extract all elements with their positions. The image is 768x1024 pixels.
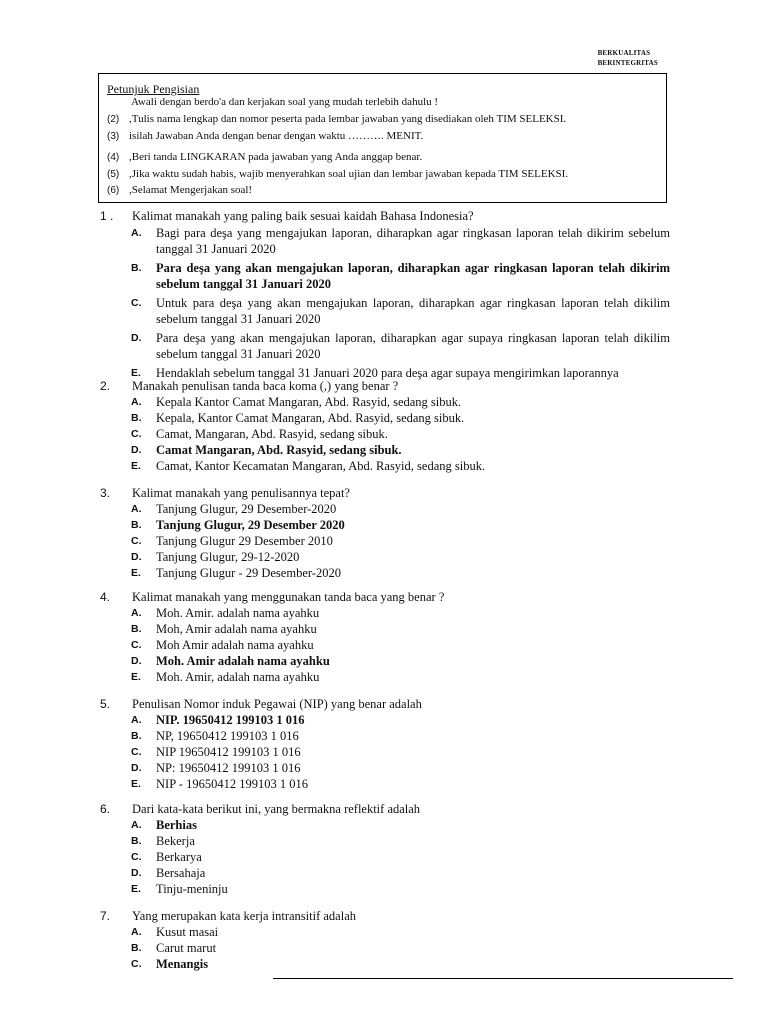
option-letter: B. (131, 519, 142, 531)
question-number: 5. (100, 697, 111, 711)
instruction-number: (3) (107, 131, 120, 142)
question-number: 1 . (100, 209, 114, 223)
option-d[interactable] (97, 549, 670, 565)
option-letter: E. (131, 460, 141, 472)
instruction-number: (4) (107, 152, 120, 163)
question-3 (97, 485, 670, 581)
option-letter: D. (131, 762, 142, 774)
option-text: Untuk para deşa yang akan mengajukan laporan, diharapkan agar ringkasan laporan telah dikilim sebelum tanggal 31 Januari 2020 (156, 296, 670, 326)
option-list (97, 605, 670, 685)
question-text: Dari kata-kata berikut ini, yang bermakna reflektif adalah (132, 802, 421, 816)
option-b[interactable] (97, 410, 670, 426)
option-text: Camat Mangaran, Abd. Rasyid, sedang sibuk. (156, 443, 402, 457)
option-text: Berhias (156, 818, 197, 832)
option-letter: C. (131, 535, 142, 547)
option-text: Kepala, Kantor Camat Mangaran, Abd. Rasyid, sedang sibuk. (156, 411, 465, 425)
option-c[interactable] (97, 637, 670, 653)
option-c[interactable] (97, 849, 670, 865)
option-text: Kusut masai (156, 925, 219, 939)
option-letter: B. (131, 835, 142, 847)
question-stem (97, 589, 670, 605)
option-letter: D. (131, 655, 142, 667)
option-text: Tinju-meninju (156, 882, 228, 896)
option-letter: E. (131, 567, 141, 579)
option-text: Para deşa yang akan mengajukan laporan, diharapkan agar supaya ringkasan laporan telah dikilim sebelum tanggal 31 Januari 2020 (156, 331, 670, 361)
option-letter: C. (131, 297, 142, 309)
option-letter: A. (131, 607, 142, 619)
question-5 (97, 696, 670, 792)
question-4 (97, 589, 670, 685)
option-letter: B. (131, 623, 142, 635)
option-e[interactable] (97, 881, 670, 897)
option-d[interactable] (97, 442, 670, 458)
option-c[interactable] (97, 295, 670, 327)
option-b[interactable] (97, 940, 670, 956)
question-2 (97, 378, 670, 474)
option-text: NIP - 19650412 199103 1 016 (156, 777, 308, 791)
option-text: NIP. 19650412 199103 1 016 (156, 713, 305, 727)
option-letter: A. (131, 819, 142, 831)
option-letter: C. (131, 428, 142, 440)
question-1 (97, 208, 670, 381)
option-c[interactable] (97, 426, 670, 442)
option-text: Moh. Amir adalah nama ayahku (156, 654, 330, 668)
instructions-intro: Awali dengan berdo'a dan kerjakan soal yang mudah terlebih dahulu ! (131, 96, 439, 108)
option-d[interactable] (97, 330, 670, 362)
option-letter: B. (131, 942, 142, 954)
footer-divider (273, 978, 733, 979)
option-a[interactable] (97, 225, 670, 257)
option-text: Moh. Amir, adalah nama ayahku (156, 670, 320, 684)
option-letter: B. (131, 412, 142, 424)
question-number: 6. (100, 802, 111, 816)
question-stem (97, 908, 670, 924)
option-c[interactable] (97, 533, 670, 549)
option-text: Tanjung Glugur, 29-12-2020 (156, 550, 300, 564)
option-b[interactable] (97, 517, 670, 533)
question-stem (97, 696, 670, 712)
instruction-item (107, 151, 422, 163)
instructions-box (98, 73, 667, 203)
option-text: Para deşa yang akan mengajukan laporan, diharapkan agar ringkasan laporan telah dikirim sebelum tanggal 31 Januari 2020 (156, 261, 670, 291)
option-text: Moh Amir adalah nama ayahku (156, 638, 314, 652)
instruction-number: (5) (107, 169, 120, 180)
option-d[interactable] (97, 760, 670, 776)
option-a[interactable] (97, 394, 670, 410)
option-text: Moh. Amir. adalah nama ayahku (156, 606, 320, 620)
option-letter: C. (131, 851, 142, 863)
option-letter: A. (131, 503, 142, 515)
option-letter: D. (131, 332, 142, 344)
option-a[interactable] (97, 817, 670, 833)
option-text: Tanjung Glugur, 29 Desember 2020 (156, 518, 345, 532)
option-list (97, 394, 670, 474)
question-number: 3. (100, 486, 111, 500)
option-text: Hendaklah sebelum tanggal 31 Januari 2020 para deşa agar supaya mengirimkan laporannya (156, 366, 619, 380)
option-text: Bagi para deşa yang mengajukan laporan, diharapkan agar ringkasan laporan telah dikirim sebelum tanggal 31 Januari 2020 (156, 226, 670, 256)
question-text: Kalimat manakah yang menggunakan tanda baca yang benar ? (132, 590, 445, 604)
option-list (97, 712, 670, 792)
option-letter: A. (131, 714, 142, 726)
option-text: Bersahaja (156, 866, 206, 880)
option-letter: A. (131, 396, 142, 408)
instruction-text: isilah Jawaban Anda dengan benar dengan waktu ………. MENIT. (129, 130, 424, 142)
question-text: Yang merupakan kata kerja intransitif adalah (132, 909, 356, 923)
question-stem (97, 208, 670, 224)
option-letter: C. (131, 639, 142, 651)
option-letter: D. (131, 444, 142, 456)
option-e[interactable] (97, 669, 670, 685)
header-tag-line-1: BERKUALITAS (597, 49, 651, 57)
question-number: 2. (100, 379, 111, 393)
option-a[interactable] (97, 501, 670, 517)
question-number: 7. (100, 909, 111, 923)
option-e[interactable] (97, 458, 670, 474)
option-text: Camat, Kantor Kecamatan Mangaran, Abd. Rasyid, sedang sibuk. (156, 459, 486, 473)
option-letter: E. (131, 367, 141, 379)
option-d[interactable] (97, 653, 670, 669)
option-a[interactable] (97, 924, 670, 940)
question-text: Manakah penulisan tanda baca koma (,) yang benar ? (132, 379, 399, 393)
option-text: Berkarya (156, 850, 202, 864)
question-stem (97, 801, 670, 817)
instruction-item (107, 113, 566, 125)
option-text: Moh, Amir adalah nama ayahku (156, 622, 317, 636)
instruction-text: ,Beri tanda LINGKARAN pada jawaban yang Anda anggap benar. (129, 151, 423, 163)
option-list (97, 817, 670, 897)
question-stem (97, 378, 670, 394)
option-letter: B. (131, 262, 142, 274)
option-b[interactable] (97, 728, 670, 744)
option-list (97, 225, 670, 381)
option-text: Tanjung Glugur - 29 Desember-2020 (156, 566, 341, 580)
option-letter: D. (131, 551, 142, 563)
option-d[interactable] (97, 865, 670, 881)
question-text: Kalimat manakah yang penulisannya tepat? (132, 486, 350, 500)
option-list (97, 924, 670, 972)
question-number: 4. (100, 590, 111, 604)
option-letter: A. (131, 926, 142, 938)
option-a[interactable] (97, 605, 670, 621)
option-c[interactable] (97, 744, 670, 760)
option-letter: E. (131, 671, 141, 683)
instruction-item (107, 184, 252, 196)
instruction-item (107, 168, 568, 180)
option-letter: A. (131, 227, 142, 239)
question-text: Penulisan Nomor induk Pegawai (NIP) yang benar adalah (132, 697, 422, 711)
option-b[interactable] (97, 833, 670, 849)
instructions-title: Petunjuk Pengisian (107, 82, 200, 96)
option-text: Menangis (156, 957, 209, 971)
instruction-text: ,Jika waktu sudah habis, wajib menyerahkan soal ujian dan lembar jawaban kepada TIM SELEKSI. (129, 168, 569, 180)
instruction-number: (6) (107, 185, 120, 196)
option-text: Carut marut (156, 941, 217, 955)
question-6 (97, 801, 670, 897)
option-list (97, 501, 670, 581)
option-text: Tanjung Glugur, 29 Desember-2020 (156, 502, 337, 516)
instruction-text: ,Selamat Mengerjakan soal! (129, 184, 253, 196)
header-tag (598, 48, 658, 68)
option-e[interactable] (97, 776, 670, 792)
option-text: NP: 19650412 199103 1 016 (156, 761, 301, 775)
option-b[interactable] (97, 260, 670, 292)
option-letter: C. (131, 958, 142, 970)
option-c[interactable] (97, 956, 670, 972)
option-a[interactable] (97, 712, 670, 728)
option-letter: B. (131, 730, 142, 742)
option-text: Kepala Kantor Camat Mangaran, Abd. Rasyid, sedang sibuk. (156, 395, 462, 409)
option-b[interactable] (97, 621, 670, 637)
option-text: NIP 19650412 199103 1 016 (156, 745, 301, 759)
option-text: Bekerja (156, 834, 195, 848)
instruction-item (107, 130, 423, 142)
option-text: NP, 19650412 199103 1 016 (156, 729, 299, 743)
header-tag-line-2: BERINTEGRITAS (597, 59, 658, 67)
option-letter: E. (131, 778, 141, 790)
option-letter: D. (131, 867, 142, 879)
question-stem (97, 485, 670, 501)
option-letter: C. (131, 746, 142, 758)
option-e[interactable] (97, 565, 670, 581)
instruction-text: ,Tulis nama lengkap dan nomor peserta pada lembar jawaban yang disediakan oleh TIM SELEKSI. (129, 113, 567, 125)
option-letter: E. (131, 883, 141, 895)
option-text: Tanjung Glugur 29 Desember 2010 (156, 534, 333, 548)
option-text: Camat, Mangaran, Abd. Rasyid, sedang sibuk. (156, 427, 388, 441)
instruction-number: (2) (107, 114, 120, 125)
question-7 (97, 908, 670, 972)
question-text: Kalimat manakah yang paling baik sesuai kaidah Bahasa Indonesia? (132, 209, 474, 223)
